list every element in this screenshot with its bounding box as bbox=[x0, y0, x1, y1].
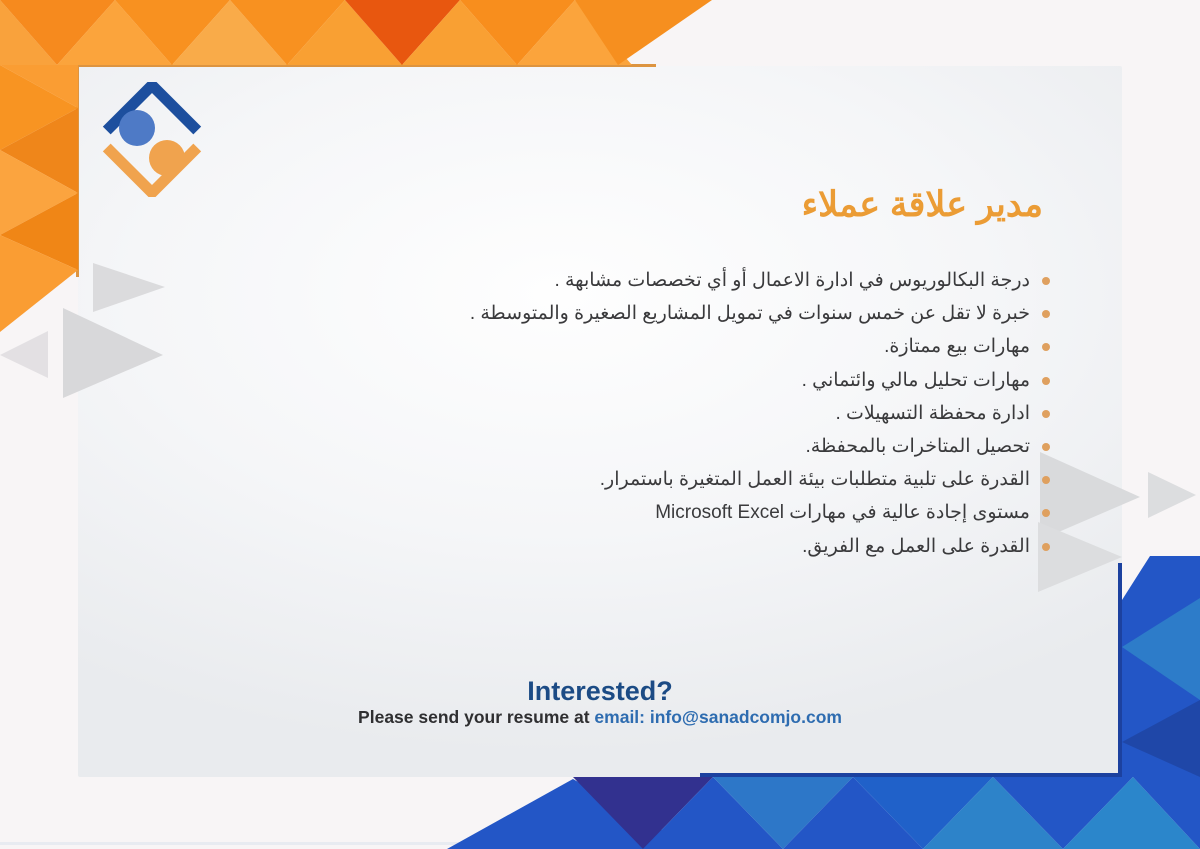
bullet-icon bbox=[1042, 509, 1050, 517]
orange-mosaic-top bbox=[0, 0, 712, 65]
interested-heading: Interested? bbox=[527, 676, 673, 706]
requirement-text: تحصيل المتاخرات بالمحفظة. bbox=[805, 435, 1030, 457]
company-logo bbox=[95, 82, 210, 197]
bullet-icon bbox=[1042, 277, 1050, 285]
requirement-text: القدرة على العمل مع الفريق. bbox=[802, 535, 1030, 557]
requirement-text: مهارات تحليل مالي وائتماني . bbox=[801, 369, 1030, 391]
bullet-icon bbox=[1042, 410, 1050, 418]
requirement-item bbox=[512, 430, 1052, 463]
bullet-icon bbox=[1042, 476, 1050, 484]
bullet-icon bbox=[1042, 543, 1050, 551]
requirement-text: ادارة محفظة التسهيلات . bbox=[835, 402, 1030, 424]
requirement-item bbox=[512, 530, 1052, 563]
resume-instruction bbox=[78, 707, 1122, 728]
requirement-text: مهارات بيع ممتازة. bbox=[884, 336, 1030, 358]
card-bottom-blue-border bbox=[700, 773, 1122, 777]
bullet-icon bbox=[1042, 377, 1050, 385]
logo-blue-dot bbox=[119, 110, 155, 146]
bullet-icon bbox=[1042, 443, 1050, 451]
orange-mosaic-left bbox=[0, 65, 78, 332]
requirement-item bbox=[469, 297, 1052, 330]
requirement-item bbox=[512, 397, 1052, 430]
resume-prefix: Please send your resume at bbox=[358, 707, 590, 727]
bullet-icon bbox=[1042, 343, 1050, 351]
blue-mosaic-bottom bbox=[447, 777, 1200, 849]
bottom-divider bbox=[0, 842, 1200, 845]
blue-mosaic-right bbox=[1122, 556, 1200, 777]
requirement-text: خبرة لا تقل عن خمس سنوات في تمويل المشاريع الصغيرة والمتوسطة . bbox=[469, 303, 1030, 325]
requirement-text: درجة البكالوريوس في ادارة الاعمال أو أي تخصصات مشابهة . bbox=[554, 270, 1030, 291]
requirement-item bbox=[512, 463, 1052, 496]
contact-email[interactable]: email: info@sanadcomjo.com bbox=[594, 707, 842, 727]
requirement-item bbox=[512, 330, 1052, 363]
card-right-blue-border bbox=[1118, 563, 1122, 777]
requirement-item bbox=[512, 264, 1052, 297]
requirements-list bbox=[469, 264, 1052, 563]
job-title: مدير علاقة عملاء bbox=[801, 185, 1043, 224]
card-left-orange-border bbox=[76, 64, 79, 277]
requirement-text: القدرة على تلبية متطلبات بيئة العمل المتغيرة باستمرار. bbox=[599, 469, 1030, 491]
requirement-text: مستوى إجادة عالية في مهارات Microsoft Excel bbox=[655, 502, 1030, 524]
bullet-icon bbox=[1042, 310, 1050, 318]
requirement-item bbox=[512, 364, 1052, 397]
requirement-item bbox=[512, 496, 1052, 529]
logo-orange-dot bbox=[149, 140, 185, 176]
card-top-orange-border bbox=[78, 64, 656, 67]
